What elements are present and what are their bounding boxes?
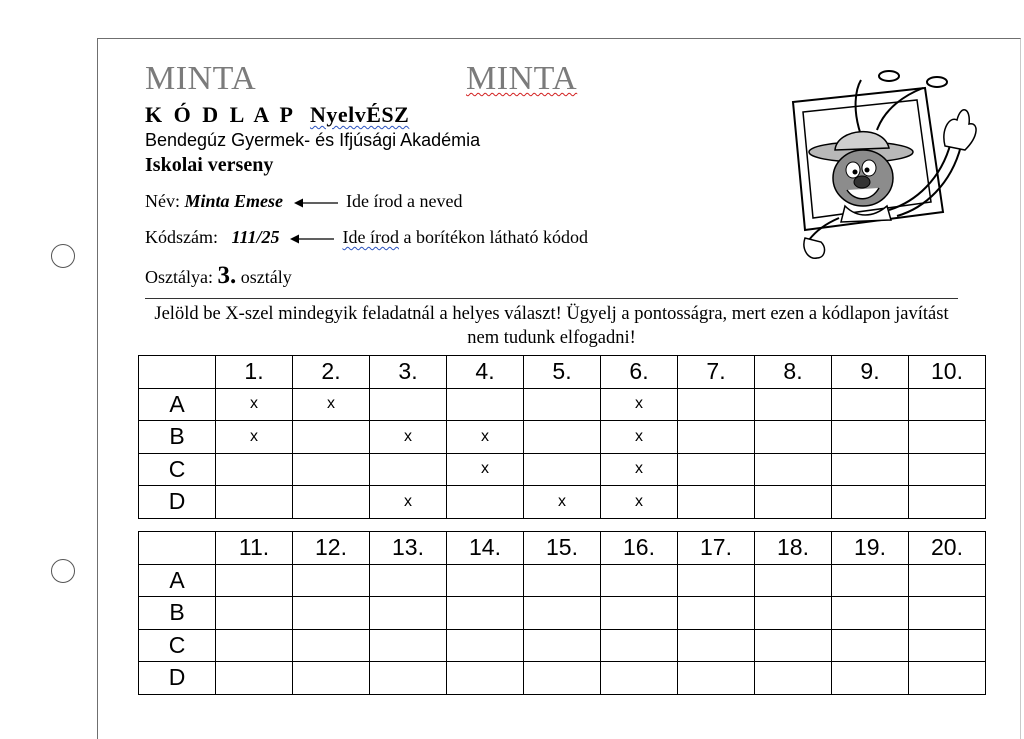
answer-cell[interactable]: x xyxy=(601,421,678,454)
answer-cell[interactable]: x xyxy=(370,421,447,454)
corner-cell xyxy=(139,532,216,565)
answer-cell[interactable] xyxy=(909,662,986,695)
question-number: 1. xyxy=(216,356,293,389)
question-number: 9. xyxy=(832,356,909,389)
answer-cell[interactable] xyxy=(447,597,524,630)
answer-cell[interactable] xyxy=(755,388,832,421)
option-label: A xyxy=(139,388,216,421)
answer-cell[interactable] xyxy=(678,453,755,486)
answer-grid-1-10 xyxy=(138,355,986,519)
name-value: Minta Emese xyxy=(184,191,284,211)
option-label: C xyxy=(139,629,216,662)
answer-cell[interactable] xyxy=(293,453,370,486)
punch-hole-bottom xyxy=(51,559,75,583)
answer-cell[interactable] xyxy=(216,662,293,695)
answer-cell[interactable]: x xyxy=(447,453,524,486)
answer-cell[interactable] xyxy=(832,564,909,597)
watermark-right: MINTA xyxy=(466,60,578,97)
answer-cell[interactable] xyxy=(601,564,678,597)
answer-cell[interactable] xyxy=(678,597,755,630)
code-hint-end: a borítékon látható kódod xyxy=(398,227,588,247)
corner-cell xyxy=(139,356,216,389)
form-title xyxy=(145,102,409,128)
answer-cell[interactable] xyxy=(678,629,755,662)
option-label: A xyxy=(139,564,216,597)
answer-cell[interactable] xyxy=(909,629,986,662)
answer-cell[interactable] xyxy=(370,564,447,597)
answer-cell[interactable] xyxy=(601,597,678,630)
answer-cell[interactable] xyxy=(755,597,832,630)
answer-cell[interactable] xyxy=(909,421,986,454)
form-title-main: K Ó D L A P xyxy=(145,102,296,127)
question-number: 19. xyxy=(832,532,909,565)
question-number: 7. xyxy=(678,356,755,389)
watermark-left: MINTA xyxy=(145,60,257,97)
answer-cell[interactable] xyxy=(678,486,755,519)
answer-cell[interactable]: x xyxy=(293,388,370,421)
answer-cell[interactable]: x xyxy=(216,421,293,454)
competition-name: Iskolai verseny xyxy=(145,154,274,176)
question-number: 15. xyxy=(524,532,601,565)
answer-cell[interactable] xyxy=(293,662,370,695)
mascot-illustration xyxy=(765,60,995,270)
answer-cell[interactable] xyxy=(447,662,524,695)
answer-cell[interactable] xyxy=(293,486,370,519)
answer-cell[interactable] xyxy=(755,453,832,486)
answer-cell[interactable] xyxy=(524,453,601,486)
divider-line xyxy=(145,298,958,299)
option-row xyxy=(139,421,986,454)
answer-cell[interactable]: x xyxy=(370,486,447,519)
answer-cell[interactable] xyxy=(909,597,986,630)
answer-cell[interactable]: x xyxy=(216,388,293,421)
answer-cell[interactable] xyxy=(601,629,678,662)
question-number: 4. xyxy=(447,356,524,389)
grade-value: 3. xyxy=(217,262,237,289)
answer-cell[interactable] xyxy=(447,486,524,519)
answer-cell[interactable] xyxy=(832,597,909,630)
option-label: D xyxy=(139,662,216,695)
answer-cell[interactable]: x xyxy=(601,486,678,519)
answer-cell[interactable]: x xyxy=(601,388,678,421)
grade-suffix: osztály xyxy=(240,267,292,287)
answer-cell[interactable] xyxy=(832,388,909,421)
answer-cell[interactable] xyxy=(755,629,832,662)
option-row xyxy=(139,388,986,421)
question-number: 14. xyxy=(447,532,524,565)
answer-cell[interactable] xyxy=(832,662,909,695)
answer-cell[interactable] xyxy=(678,421,755,454)
answer-cell[interactable] xyxy=(293,421,370,454)
answer-cell[interactable] xyxy=(678,388,755,421)
answer-cell[interactable] xyxy=(755,486,832,519)
answer-cell[interactable] xyxy=(524,629,601,662)
answer-cell[interactable] xyxy=(216,564,293,597)
answer-cell[interactable] xyxy=(832,453,909,486)
answer-cell[interactable] xyxy=(909,564,986,597)
question-number: 16. xyxy=(601,532,678,565)
arrow-left-icon xyxy=(294,198,338,208)
answer-cell[interactable] xyxy=(216,453,293,486)
answer-cell[interactable] xyxy=(755,564,832,597)
answer-cell[interactable]: x xyxy=(447,421,524,454)
grade-row xyxy=(145,262,292,290)
question-number: 8. xyxy=(755,356,832,389)
code-hint-start: Ide írod xyxy=(342,227,399,247)
question-header-row xyxy=(139,532,986,565)
answer-cell[interactable] xyxy=(370,388,447,421)
answer-cell[interactable] xyxy=(216,597,293,630)
form-title-subtitle: NyelvÉSZ xyxy=(309,102,410,127)
option-row xyxy=(139,629,986,662)
answer-cell[interactable] xyxy=(447,564,524,597)
answer-cell[interactable] xyxy=(447,388,524,421)
option-row xyxy=(139,453,986,486)
answer-cell[interactable] xyxy=(909,453,986,486)
answer-cell[interactable] xyxy=(293,629,370,662)
answer-cell[interactable] xyxy=(216,629,293,662)
answer-cell[interactable] xyxy=(755,421,832,454)
question-number: 3. xyxy=(370,356,447,389)
answer-cell[interactable] xyxy=(832,629,909,662)
option-row xyxy=(139,486,986,519)
question-number: 2. xyxy=(293,356,370,389)
question-number: 11. xyxy=(216,532,293,565)
question-number: 10. xyxy=(909,356,986,389)
name-label: Név: xyxy=(145,191,180,211)
option-row xyxy=(139,564,986,597)
code-value: 111/25 xyxy=(231,227,280,247)
organization-name: Bendegúz Gyermek- és Ifjúsági Akadémia xyxy=(145,130,481,150)
answer-cell[interactable] xyxy=(370,662,447,695)
answer-cell[interactable] xyxy=(524,662,601,695)
option-label: B xyxy=(139,597,216,630)
answer-cell[interactable] xyxy=(370,597,447,630)
question-number: 13. xyxy=(370,532,447,565)
answer-cell[interactable]: x xyxy=(601,453,678,486)
answer-cell[interactable] xyxy=(293,597,370,630)
answer-cell[interactable] xyxy=(524,564,601,597)
question-number: 6. xyxy=(601,356,678,389)
answer-cell[interactable] xyxy=(678,662,755,695)
answer-cell[interactable] xyxy=(909,388,986,421)
name-row xyxy=(145,191,462,212)
arrow-left-icon xyxy=(290,234,334,244)
code-label: Kódszám: xyxy=(145,227,218,247)
name-hint: Ide írod a neved xyxy=(346,191,463,211)
answer-cell[interactable] xyxy=(832,421,909,454)
option-label: B xyxy=(139,421,216,454)
question-number: 12. xyxy=(293,532,370,565)
answer-cell[interactable] xyxy=(370,453,447,486)
question-number: 20. xyxy=(909,532,986,565)
answer-cell[interactable]: x xyxy=(524,486,601,519)
answer-cell[interactable] xyxy=(447,629,524,662)
option-row xyxy=(139,597,986,630)
option-label: D xyxy=(139,486,216,519)
answer-cell[interactable] xyxy=(909,486,986,519)
option-label: C xyxy=(139,453,216,486)
code-row xyxy=(145,227,588,248)
question-number: 5. xyxy=(524,356,601,389)
answer-cell[interactable] xyxy=(524,388,601,421)
answer-cell[interactable] xyxy=(524,421,601,454)
question-number: 18. xyxy=(755,532,832,565)
answer-grid-11-20 xyxy=(138,531,986,695)
question-number: 17. xyxy=(678,532,755,565)
answer-cell[interactable] xyxy=(370,629,447,662)
grade-label: Osztálya: xyxy=(145,267,213,287)
instructions-text: Jelöld be X-szel mindegyik feladatnál a helyes választ! Ügyelj a pontosságra, mert ezen a kódlapon javítást nem tudunk elfogadni! xyxy=(154,304,949,348)
answer-cell[interactable] xyxy=(216,486,293,519)
answer-cell[interactable] xyxy=(293,564,370,597)
option-row xyxy=(139,662,986,695)
answer-cell[interactable] xyxy=(524,597,601,630)
answer-cell[interactable] xyxy=(755,662,832,695)
question-header-row xyxy=(139,356,986,389)
punch-hole-top xyxy=(51,244,75,268)
answer-cell[interactable] xyxy=(832,486,909,519)
answer-cell[interactable] xyxy=(601,662,678,695)
answer-cell[interactable] xyxy=(678,564,755,597)
